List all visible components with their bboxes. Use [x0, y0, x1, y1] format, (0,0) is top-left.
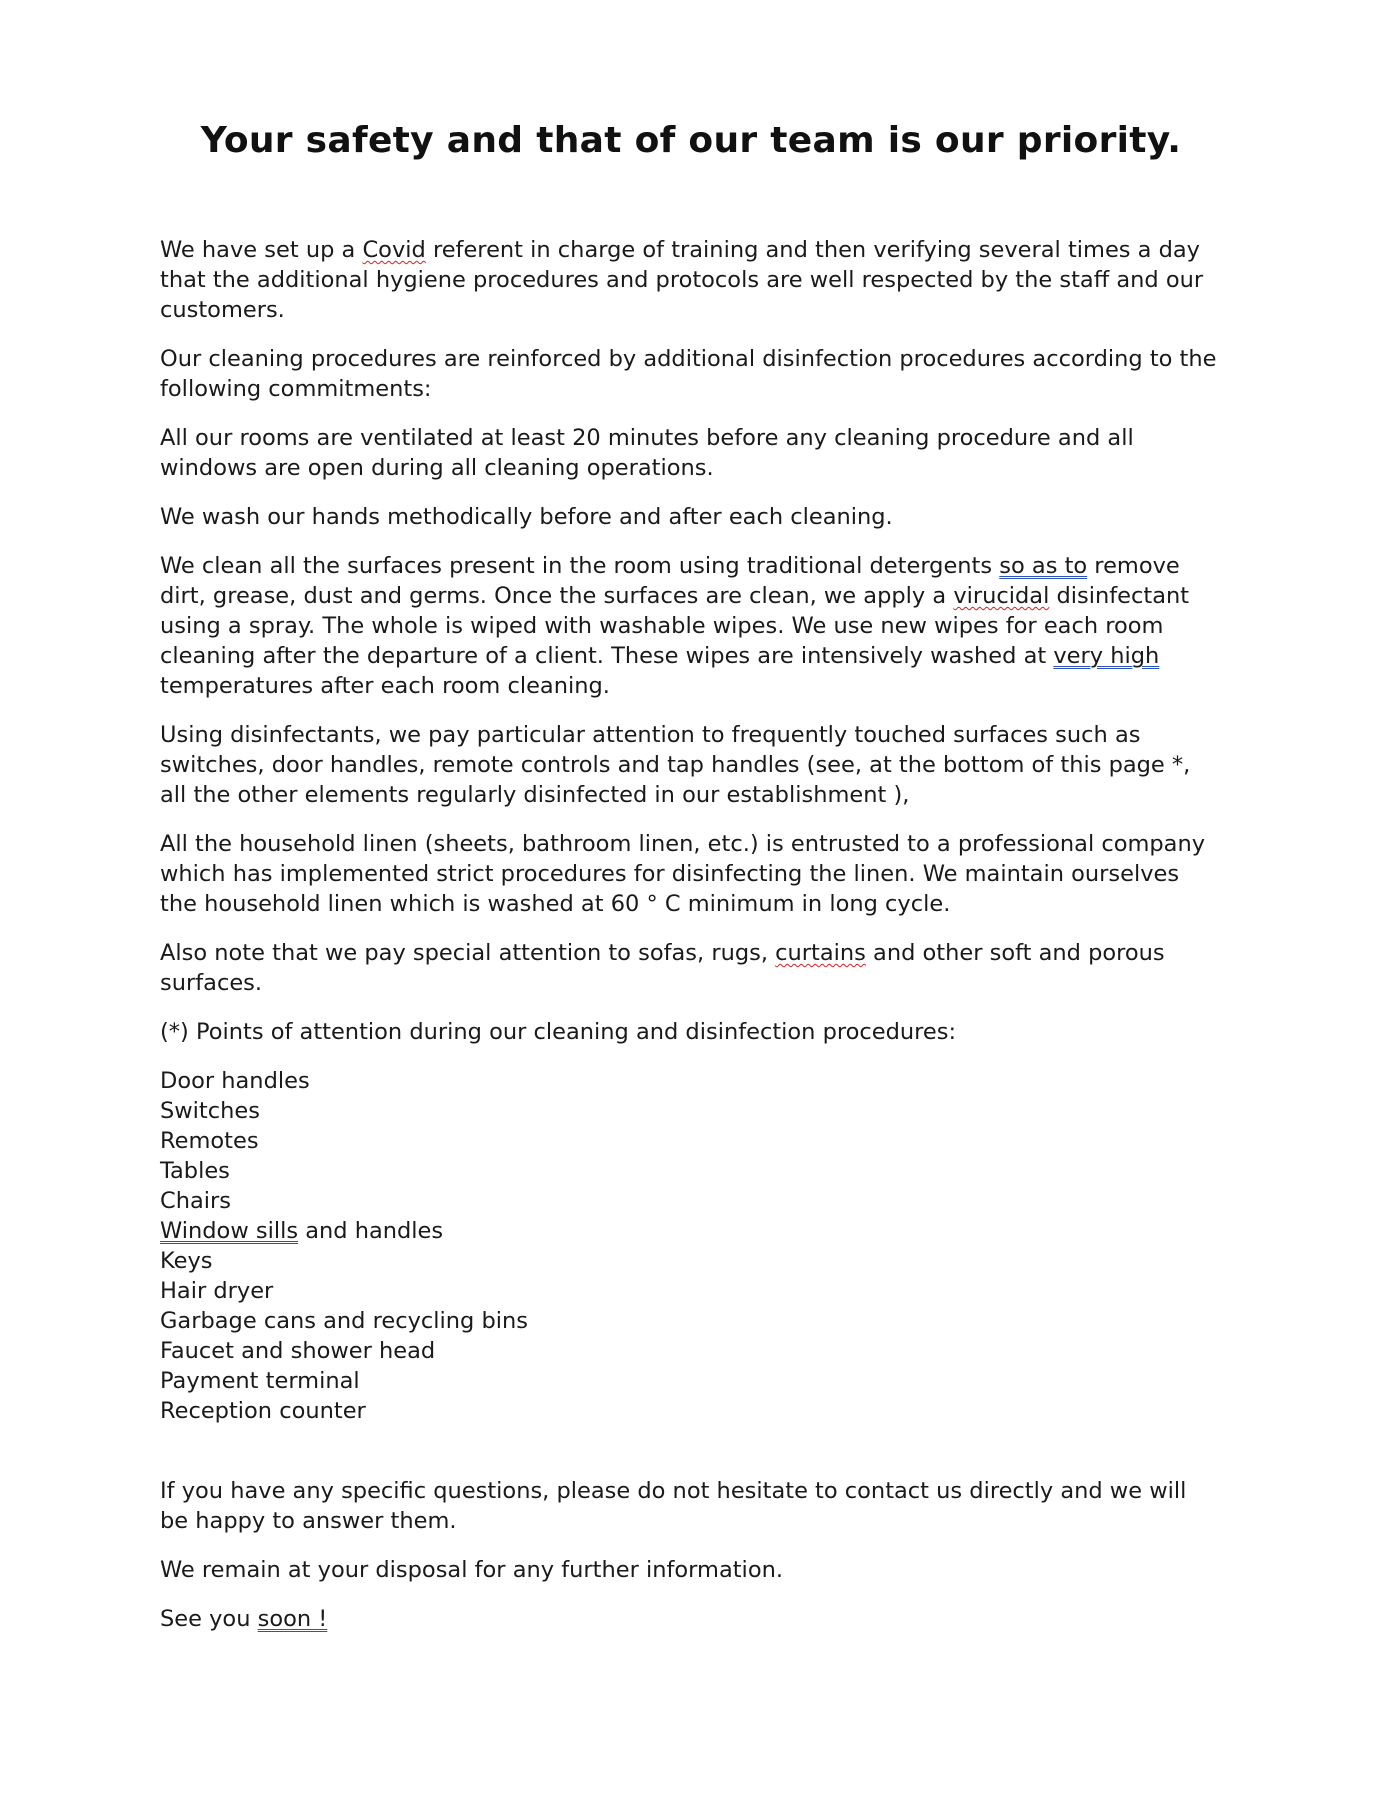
list-item: Window sills and handles	[160, 1218, 444, 1244]
list-item: Hair dryer	[160, 1278, 274, 1304]
list-item: Remotes	[160, 1128, 259, 1154]
paragraph-ventilation: All our rooms are ventilated at least 20 minutes before any cleaning procedure and all windows are open during all cleaning operations.	[160, 425, 1134, 481]
paragraph-soft-surfaces: Also note that we pay special attention to sofas, rugs, curtains and other soft and porous surfaces.	[160, 940, 1165, 996]
grammar-mark: Window sills	[160, 1218, 299, 1244]
paragraph-see-you: See you soon !	[160, 1606, 328, 1632]
paragraph-household-linen: All the household linen (sheets, bathroom linen, etc.) is entrusted to a professional company which has implemented strict procedures for disinfecting the linen. We maintain ourselves the household linen which is washed at 60 ° C minimum in long cycle.	[160, 831, 1206, 917]
grammar-mark: very high	[1053, 643, 1160, 669]
paragraph-points-of-attention: (*) Points of attention during our cleaning and disinfection procedures:	[160, 1019, 957, 1045]
list-item: Payment terminal	[160, 1368, 360, 1394]
spellcheck-mark: Covid	[362, 237, 426, 263]
paragraph-questions: If you have any specific questions, please do not hesitate to contact us directly and we will be happy to answer them.	[160, 1478, 1187, 1534]
list-item: Reception counter	[160, 1398, 366, 1424]
list-item: Door handles	[160, 1068, 310, 1094]
spellcheck-mark: curtains	[775, 940, 866, 966]
paragraph-surface-cleaning: We clean all the surfaces present in the room using traditional detergents so as to remove dirt, grease, dust and germs. Once the surfaces are clean, we apply a virucidal disinfectant using a spray. The whole is wiped with washable wipes. We use new wipes for each room cleaning after the departure of a client. These wipes are intensively washed at very high temperatures after each room cleaning.	[160, 553, 1190, 699]
list-item: Switches	[160, 1098, 260, 1124]
page-title: Your safety and that of our team is our priority.	[200, 120, 1182, 161]
paragraph-cleaning-procedures: Our cleaning procedures are reinforced by additional disinfection procedures according to the following commitments:	[160, 346, 1217, 402]
grammar-mark: soon !	[257, 1606, 328, 1632]
paragraph-hand-washing: We wash our hands methodically before and after each cleaning.	[160, 504, 893, 530]
list-item: Faucet and shower head	[160, 1338, 436, 1364]
grammar-mark: so as to	[999, 553, 1088, 579]
list-item: Chairs	[160, 1188, 231, 1214]
spellcheck-mark: virucidal	[953, 583, 1050, 609]
paragraph-disposal: We remain at your disposal for any further information.	[160, 1557, 783, 1583]
list-item: Keys	[160, 1248, 213, 1274]
list-item: Tables	[160, 1158, 230, 1184]
paragraph-covid-referent: We have set up a Covid referent in charge of training and then verifying several times a day that the additional hygiene procedures and protocols are well respected by the staff and our customers.	[160, 237, 1204, 323]
document-body	[160, 235, 1220, 1653]
attention-list	[160, 1066, 1220, 1426]
paragraph-disinfectants: Using disinfectants, we pay particular attention to frequently touched surfaces such as switches, door handles, remote controls and tap handles (see, at the bottom of this page *, all the other elements regularly disinfected in our establishment ),	[160, 722, 1191, 808]
list-item: Garbage cans and recycling bins	[160, 1308, 528, 1334]
